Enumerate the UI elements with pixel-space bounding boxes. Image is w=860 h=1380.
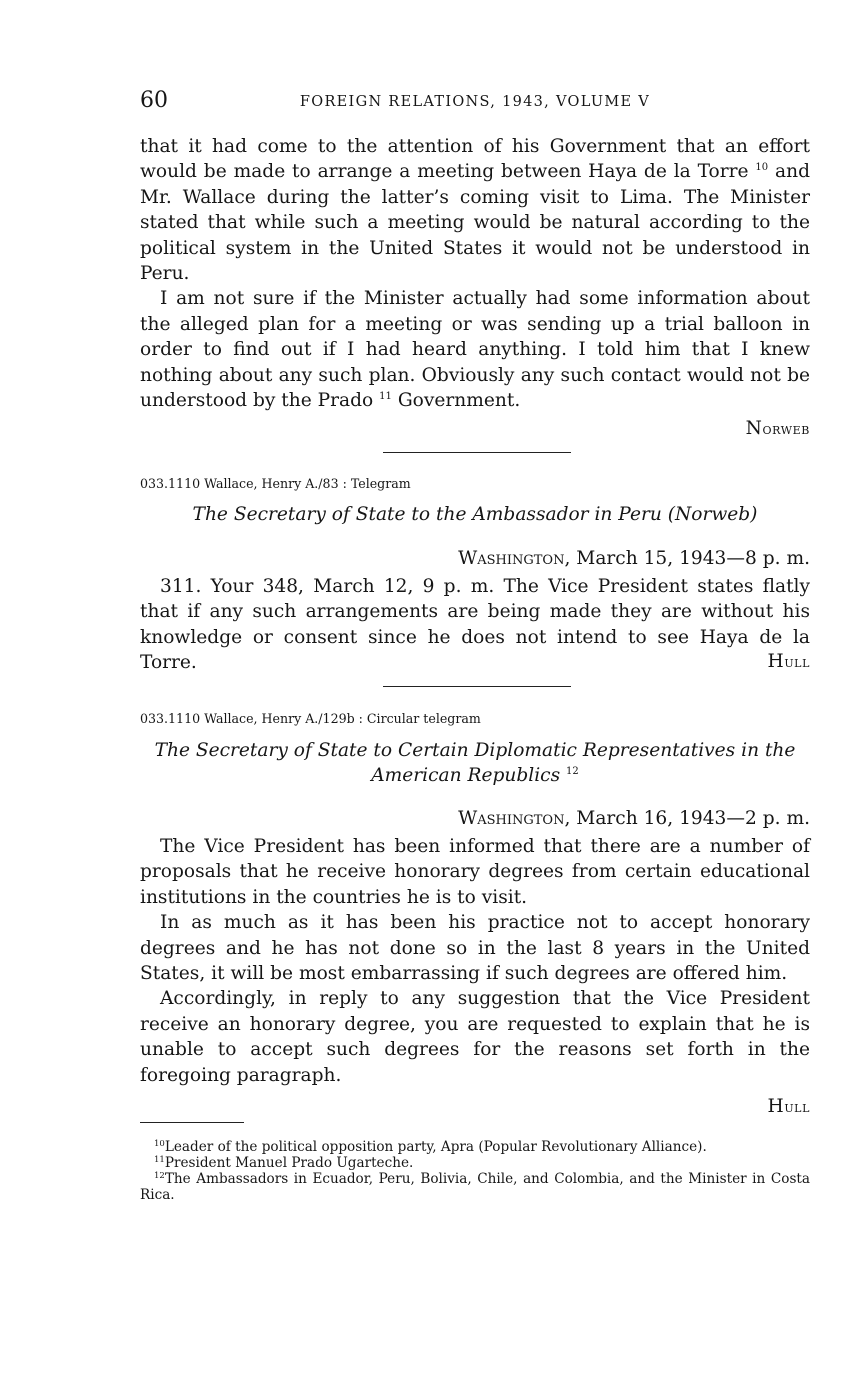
footnotes xyxy=(140,1139,810,1203)
footnote-divider xyxy=(140,1122,244,1123)
running-title: FOREIGN RELATIONS, 1943, VOLUME V xyxy=(299,94,651,110)
doc2-signature: Hull xyxy=(767,651,810,672)
doc1-paragraph-2: I am not sure if the Minister actually had some information about the alleged plan for a meeting or was sending up a trial balloon in order to find out if I had heard anything. I told him that I knew nothing about any such plan. Obviously any such contact would not be understood by the Prado $^{11}$ Government. xyxy=(140,288,810,412)
doc3-file-reference: 033.1110 Wallace, Henry A./129b : Circular telegram xyxy=(140,711,481,726)
footnote-ref-10: 10 xyxy=(755,162,769,174)
doc1-signature: Norweb xyxy=(745,418,810,439)
doc1-body xyxy=(140,134,810,413)
doc3-paragraph-1: The Vice President has been informed that there are a number of proposals that he receive honorary degrees from certain educational institutions in the countries he is to visit. xyxy=(140,836,810,908)
doc2-body xyxy=(140,574,810,676)
doc2-dateline: Washington, March 15, 1943—8 p. m. xyxy=(458,548,810,569)
doc3-paragraph-2: In as much as it has been his practice not to accept honorary degrees and he has not done so in the last 8 years in the United States, it will be most embarrassing if such degrees are offered him. xyxy=(140,912,810,985)
page-header xyxy=(140,88,810,122)
footnote-11: $^{11}$President Manuel Prado Ugarteche. xyxy=(154,1155,414,1171)
doc3-dateline: Washington, March 16, 1943—2 p. m. xyxy=(458,808,810,829)
footnote-10: $^{10}$Leader of the political opposition party, Apra (Popular Revolutionary Alliance). xyxy=(154,1139,707,1155)
footnote-ref-12: 12 xyxy=(566,766,579,777)
footnote-ref-11: 11 xyxy=(379,391,392,403)
doc2-title: The Secretary of State to the Ambassador in Peru (Norweb) xyxy=(192,504,758,525)
doc1-paragraph-1: that it had come to the attention of his Government that an effort would be made to arrange a meeting between Haya de la Torre $^{10}$ and Mr. Wallace during the latter’s coming visit to Lima. The Minister stated that while such a meeting would be natural according to the political system in the United States it would not be understood in Peru. xyxy=(140,136,810,285)
section-divider xyxy=(383,686,571,687)
doc2-paragraph-1: 311. Your 348, March 12, 9 p. m. The Vice President states flatly that if any such arrangements are being made they are without his knowledge or consent since he does not intend to see Haya de la Torre. xyxy=(140,576,810,674)
section-divider xyxy=(383,452,571,453)
page-number: 60 xyxy=(140,88,168,113)
doc2-file-reference: 033.1110 Wallace, Henry A./83 : Telegram xyxy=(140,476,411,491)
doc3-signature: Hull xyxy=(767,1096,810,1117)
footnote-12: $^{12}$The Ambassadors in Ecuador, Peru, Bolivia, Chile, and Colombia, and the Minister in Costa Rica. xyxy=(140,1171,810,1203)
doc3-title: The Secretary of State to Certain Diplomatic Representatives in the American Republics $^{12}$ xyxy=(154,740,796,786)
doc3-paragraph-3: Accordingly, in reply to any suggestion that the Vice President receive an honorary degree, you are requested to explain that he is unable to accept such degrees for the reasons set forth in the foregoing paragraph. xyxy=(140,988,810,1086)
doc3-body xyxy=(140,834,810,1088)
